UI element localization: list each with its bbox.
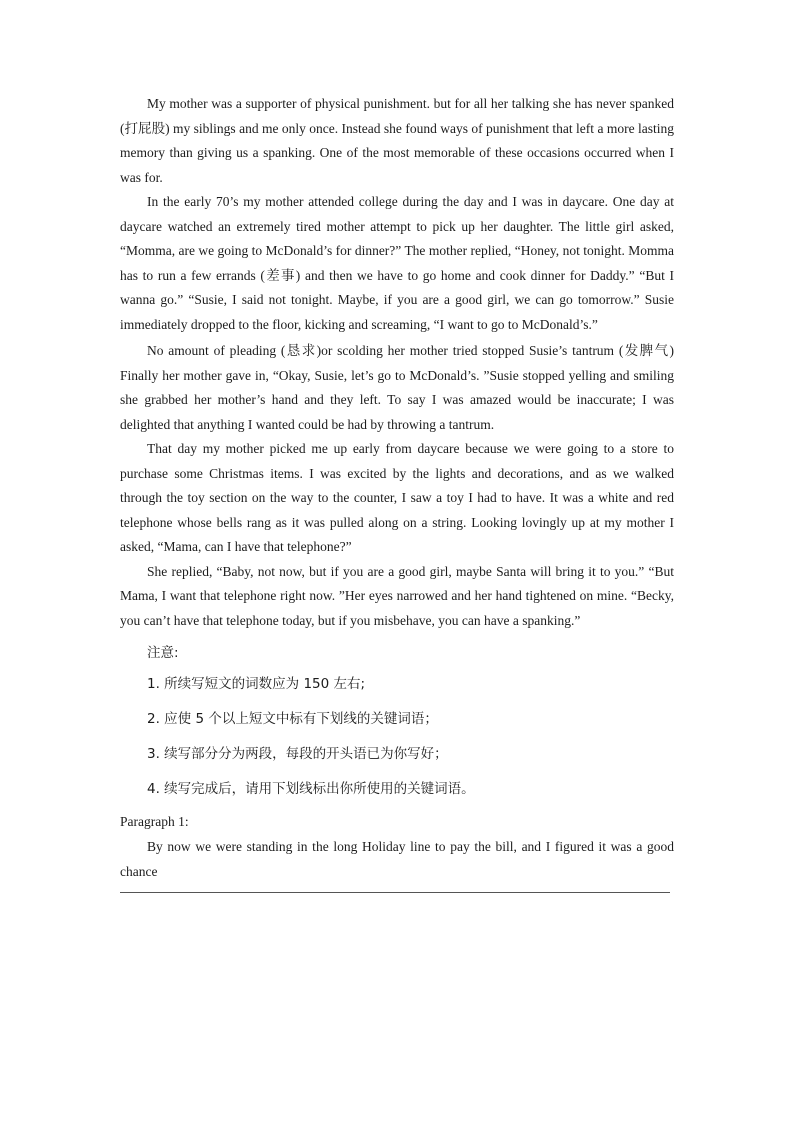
note-item-4: 4. 续写完成后，请用下划线标出你所使用的关键词语。 xyxy=(147,781,475,797)
notes-heading: 注意: xyxy=(147,645,179,661)
story-paragraph-3: No amount of pleading (恳求)or scolding her mother tried stopped Susie’s tantrum (发脾气) Finally her mother gave in, “Okay, Susie, let’s go to McDonald’s. ”Susie stopped yelling and smiling she grabbed her mother’s hand and they left. To say I was amazed would be inaccurate; I was delighted that anything I wanted could be had by throwing a tantrum. xyxy=(120,343,674,432)
note-item-3: 3. 续写部分分为两段，每段的开头语已为你写好； xyxy=(147,746,448,762)
answer-line[interactable] xyxy=(120,892,670,893)
story-section xyxy=(120,92,674,633)
story-paragraph-5: She replied, “Baby, not now, but if you are a good girl, maybe Santa will bring it to you.” “But Mama, I want that telephone right now. ”Her eyes narrowed and her hand tightened on mine. “Becky, you can’t have that telephone today, but if you misbehave, you can have a spanking.” xyxy=(120,563,674,628)
exam-document xyxy=(120,92,674,893)
continuation-section xyxy=(120,809,674,893)
notes-section xyxy=(120,639,674,807)
note-item-1: 1. 所续写短文的词数应为 150 左右; xyxy=(147,676,366,692)
story-paragraph-1: My mother was a supporter of physical punishment. but for all her talking she has never spanked (打屁股) my siblings and me only once. Instead she found ways of punishment that left a more lasting memory than giving us a spanking. One of the most memorable of these occasions occurred when I was for. xyxy=(120,96,674,185)
story-paragraph-4: That day my mother picked me up early from daycare because we were going to a store to purchase some Christmas items. I was excited by the lights and decorations, and as we walked through the toy section on the way to the counter, I saw a toy I had to have. It was a white and red telephone whose bells rang as it was pulled along on a string. Looking lovingly up at my mother I asked, “Mama, can I have that telephone?” xyxy=(120,441,674,554)
story-paragraph-2: In the early 70’s my mother attended college during the day and I was in daycare. One day at daycare watched an extremely tired mother attempt to pick up her daughter. The little girl asked, “Momma, are we going to McDonald’s for dinner?” The mother replied, “Honey, not tonight. Momma has to run a few errands (差事) and then we have to go home and cook dinner for Daddy.” “But I wanna go.” “Susie, I said not tonight. Maybe, if you are a good girl, we can go tomorrow.” Susie immediately dropped to the floor, kicking and screaming, “I want to go to McDonald’s.” xyxy=(120,194,674,332)
note-item-2: 2. 应使 5 个以上短文中标有下划线的关键词语； xyxy=(147,711,438,727)
paragraph-label: Paragraph 1: xyxy=(120,814,189,829)
paragraph-opening: By now we were standing in the long Holiday line to pay the bill, and I figured it was a good chance xyxy=(120,839,674,879)
